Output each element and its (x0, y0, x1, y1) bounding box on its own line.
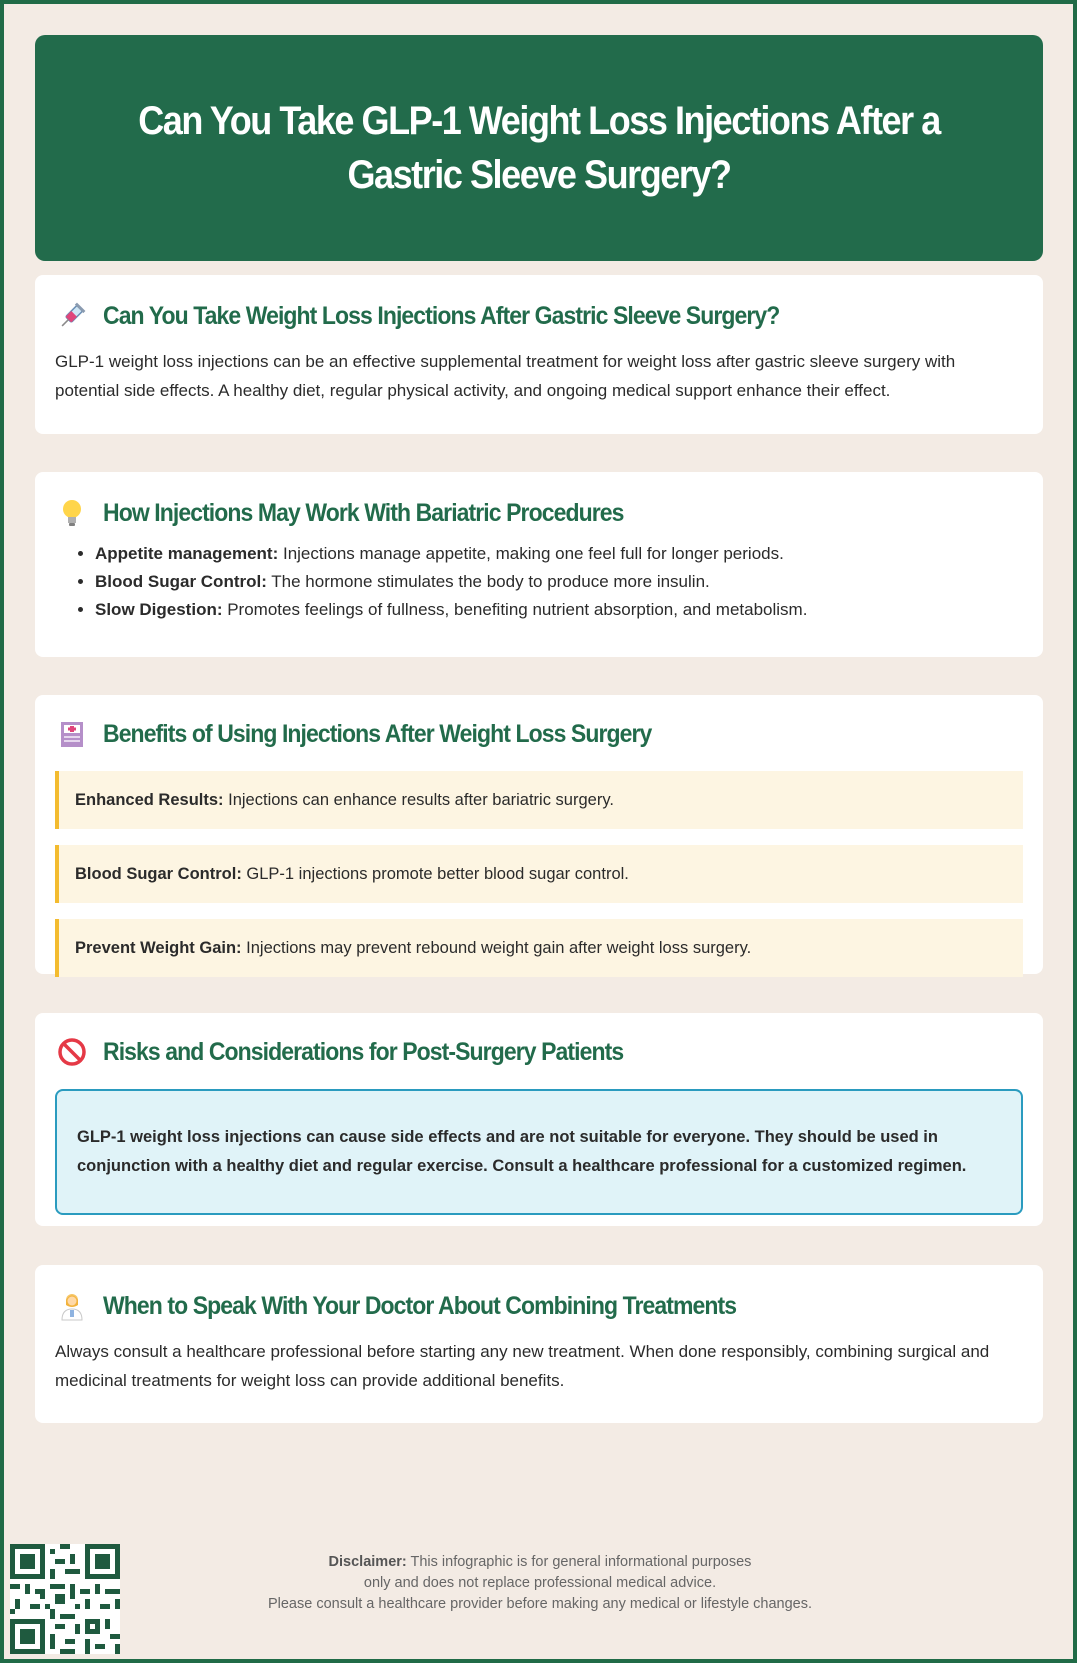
benefit-item (55, 919, 1023, 977)
section-heading: When to Speak With Your Doctor About Combining Treatments (103, 1291, 737, 1320)
section-header (55, 295, 1023, 337)
qr-code-icon (10, 1544, 120, 1654)
list-item-text: Injections manage appetite, making one feel full for longer periods. (278, 544, 784, 563)
benefit-term: Blood Sugar Control: (75, 864, 242, 883)
disclaimer-text: Please consult a healthcare provider before making any medical or lifestyle changes. (267, 1596, 813, 1612)
disclaimer-text: This infographic is for general informational purposes (406, 1554, 752, 1570)
section-card-benefits (35, 695, 1043, 974)
benefit-item (55, 845, 1023, 903)
section-heading: Risks and Considerations for Post-Surgery Patients (103, 1037, 624, 1066)
section-header (55, 1285, 1023, 1327)
disclaimer (220, 1552, 860, 1615)
list-item-text: The hormone stimulates the body to produce more insulin. (266, 572, 710, 591)
list-item-term: Slow Digestion: (95, 600, 223, 619)
how-list (55, 540, 1023, 624)
benefit-term: Prevent Weight Gain: (75, 938, 242, 957)
disclaimer-label: Disclaimer: (328, 1554, 407, 1570)
disclaimer-text: only and does not replace professional medical advice. (363, 1575, 717, 1591)
list-item (95, 568, 1023, 596)
lightbulb-icon (55, 496, 89, 530)
doctor-icon (55, 1289, 89, 1323)
hospital-icon (55, 717, 89, 751)
list-item-text: Promotes feelings of fullness, benefiting nutrient absorption, and metabolism. (222, 600, 808, 619)
risk-alert: GLP-1 weight loss injections can cause side effects and are not suitable for everyone. They should be used in conjunction with a healthy diet and regular exercise. Consult a healthcare professional for a customized regimen. (55, 1089, 1023, 1215)
page-title: Can You Take GLP-1 Weight Loss Injections After a Gastric Sleeve Surgery? (138, 99, 940, 197)
list-item-term: Blood Sugar Control: (95, 572, 267, 591)
section-body: GLP-1 weight loss injections can be an effective supplemental treatment for weight loss after gastric sleeve surgery with potential side effects. A healthy diet, regular physical activity, and ongoing medical support enhance their effect. (55, 352, 956, 400)
title-banner (35, 35, 1043, 261)
list-item (95, 540, 1023, 568)
prohibited-icon (55, 1035, 89, 1069)
section-card-risks (35, 1013, 1043, 1226)
section-card-intro (35, 275, 1043, 434)
section-card-doctor (35, 1265, 1043, 1423)
section-card-how (35, 472, 1043, 657)
section-heading: Benefits of Using Injections After Weight Loss Surgery (103, 719, 652, 748)
section-body: Always consult a healthcare professional before starting any new treatment. When done responsibly, combining surgical and medicinal treatments for weight loss can provide additional benefits. (55, 1342, 990, 1390)
syringe-icon (55, 299, 89, 333)
section-header (55, 492, 1023, 534)
section-header (55, 713, 1023, 755)
list-item (95, 596, 1023, 624)
benefit-text: Injections may prevent rebound weight gain after weight loss surgery. (241, 938, 752, 957)
list-item-term: Appetite management: (95, 544, 279, 563)
benefit-text: GLP-1 injections promote better blood sugar control. (241, 864, 629, 883)
section-heading: Can You Take Weight Loss Injections After Gastric Sleeve Surgery? (103, 301, 780, 330)
section-heading: How Injections May Work With Bariatric Procedures (103, 498, 624, 527)
benefit-item (55, 771, 1023, 829)
section-header (55, 1031, 1023, 1073)
benefit-term: Enhanced Results: (75, 790, 224, 809)
benefit-text: Injections can enhance results after bariatric surgery. (223, 790, 614, 809)
